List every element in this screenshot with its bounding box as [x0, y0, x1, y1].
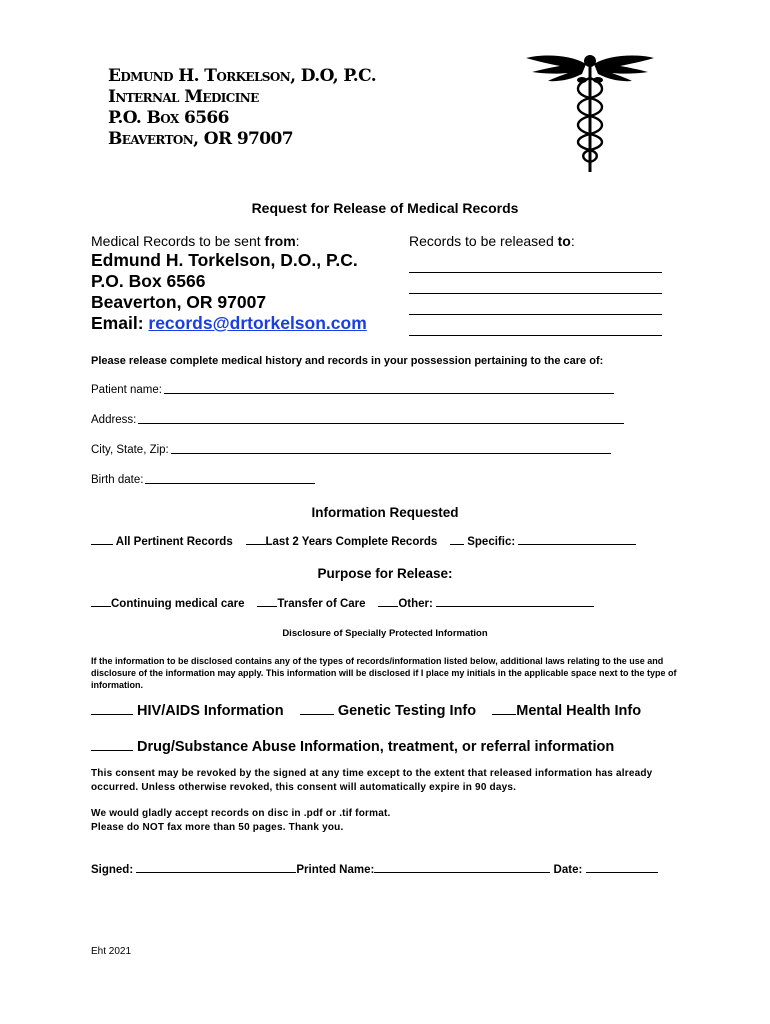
from-box: P.O. Box 6566	[91, 271, 206, 291]
other-blank[interactable]	[378, 605, 398, 607]
birth-date-row	[91, 474, 315, 486]
last-2-years-blank[interactable]	[246, 543, 266, 545]
footer-revision: Eht 2021	[91, 946, 132, 957]
city-state-zip-row	[91, 444, 611, 456]
genetic-label: Genetic Testing Info	[337, 703, 477, 719]
patient-name-row	[91, 384, 614, 396]
hiv-initials[interactable]	[91, 713, 133, 715]
sent-from-emph: from	[264, 233, 296, 249]
practice-name: Edmund H. Torkelson, D.O, P.C.	[108, 66, 377, 86]
format-note-line-2: Please do NOT fax more than 50 pages. Thank you.	[91, 822, 344, 833]
signed-field[interactable]	[136, 871, 296, 873]
email-label: Email:	[91, 313, 149, 333]
city-state-zip-label: City, State, Zip:	[91, 444, 169, 456]
released-to-line-1[interactable]	[409, 252, 662, 273]
from-name: Edmund H. Torkelson, D.O., P.C.	[91, 250, 358, 270]
other-field[interactable]	[436, 605, 594, 607]
from-address-block	[91, 250, 367, 334]
form-title: Request for Release of Medical Records	[251, 200, 519, 216]
transfer-care-label: Transfer of Care	[277, 598, 366, 610]
caduceus-icon	[522, 52, 658, 174]
released-to-prefix: Records to be released	[409, 233, 558, 249]
released-to-emph: to	[557, 233, 571, 249]
special-info-row-1	[91, 703, 641, 719]
printed-name-field[interactable]	[374, 871, 550, 873]
address-row	[91, 414, 624, 426]
birth-date-field[interactable]	[145, 482, 315, 484]
release-statement: Please release complete medical history and records in your possession pertaining to the care of:	[91, 355, 604, 367]
released-to-suffix: :	[570, 233, 575, 249]
sent-from-suffix: :	[295, 233, 300, 249]
specific-blank[interactable]	[450, 543, 464, 545]
purpose-heading: Purpose for Release:	[317, 566, 453, 581]
released-to-label	[409, 233, 575, 249]
released-to-line-3[interactable]	[409, 294, 662, 315]
specific-label: Specific:	[467, 536, 516, 548]
genetic-initials[interactable]	[300, 713, 334, 715]
released-to-lines	[409, 252, 662, 336]
info-requested-options	[91, 536, 636, 548]
signature-row	[91, 864, 658, 876]
specific-field[interactable]	[518, 543, 636, 545]
practice-specialty: Internal Medicine	[108, 87, 259, 107]
info-requested-heading: Information Requested	[311, 505, 459, 520]
date-label: Date:	[553, 864, 583, 876]
printed-name-label: Printed Name:	[296, 864, 375, 876]
transfer-care-blank[interactable]	[257, 605, 277, 607]
address-label: Address:	[91, 414, 137, 426]
signed-label: Signed:	[91, 864, 134, 876]
practice-box: P.O. Box 6566	[108, 108, 229, 128]
special-info-row-2	[91, 739, 614, 755]
drug-initials[interactable]	[91, 749, 133, 751]
format-note-line-1: We would gladly accept records on disc in .pdf or .tif format.	[91, 808, 391, 819]
last-2-years-label: Last 2 Years Complete Records	[265, 536, 438, 548]
purpose-options	[91, 598, 594, 610]
city-state-zip-field[interactable]	[171, 452, 611, 454]
sent-from-label	[91, 233, 300, 249]
date-field[interactable]	[586, 871, 658, 873]
released-to-line-4[interactable]	[409, 315, 662, 336]
from-email-row	[91, 313, 367, 334]
continuing-care-label: Continuing medical care	[111, 598, 245, 610]
address-field[interactable]	[138, 422, 624, 424]
from-city: Beaverton, OR 97007	[91, 292, 267, 312]
released-to-line-2[interactable]	[409, 273, 662, 294]
patient-name-field[interactable]	[164, 392, 614, 394]
letterhead	[108, 66, 376, 150]
disclosure-heading: Disclosure of Specially Protected Information	[282, 628, 488, 639]
other-label: Other:	[398, 598, 433, 610]
mental-label: Mental Health Info	[516, 703, 642, 719]
all-records-label: All Pertinent Records	[115, 536, 233, 548]
consent-text: This consent may be revoked by the signed at any time except to the extent that released information has already occurred. Unless otherwise revoked, this consent will automatically expire in 90 days.	[91, 768, 653, 793]
patient-name-label: Patient name:	[91, 384, 162, 396]
continuing-care-blank[interactable]	[91, 605, 111, 607]
drug-label: Drug/Substance Abuse Information, treatment, or referral information	[137, 739, 615, 755]
all-records-blank[interactable]	[91, 543, 113, 545]
disclosure-text: If the information to be disclosed contains any of the types of records/information listed below, additional laws relating to the use and disclosure of the information may apply. This information will be disclosed if I place my initials in the applicable space next to the type of information.	[91, 656, 677, 690]
practice-city: Beaverton, OR 97007	[108, 129, 293, 149]
format-note	[91, 807, 691, 835]
sent-from-prefix: Medical Records to be sent	[91, 233, 265, 249]
birth-date-label: Birth date:	[91, 474, 144, 486]
hiv-label: HIV/AIDS Information	[137, 703, 284, 719]
email-link[interactable]: records@drtorkelson.com	[148, 313, 367, 333]
mental-initials[interactable]	[492, 713, 516, 715]
